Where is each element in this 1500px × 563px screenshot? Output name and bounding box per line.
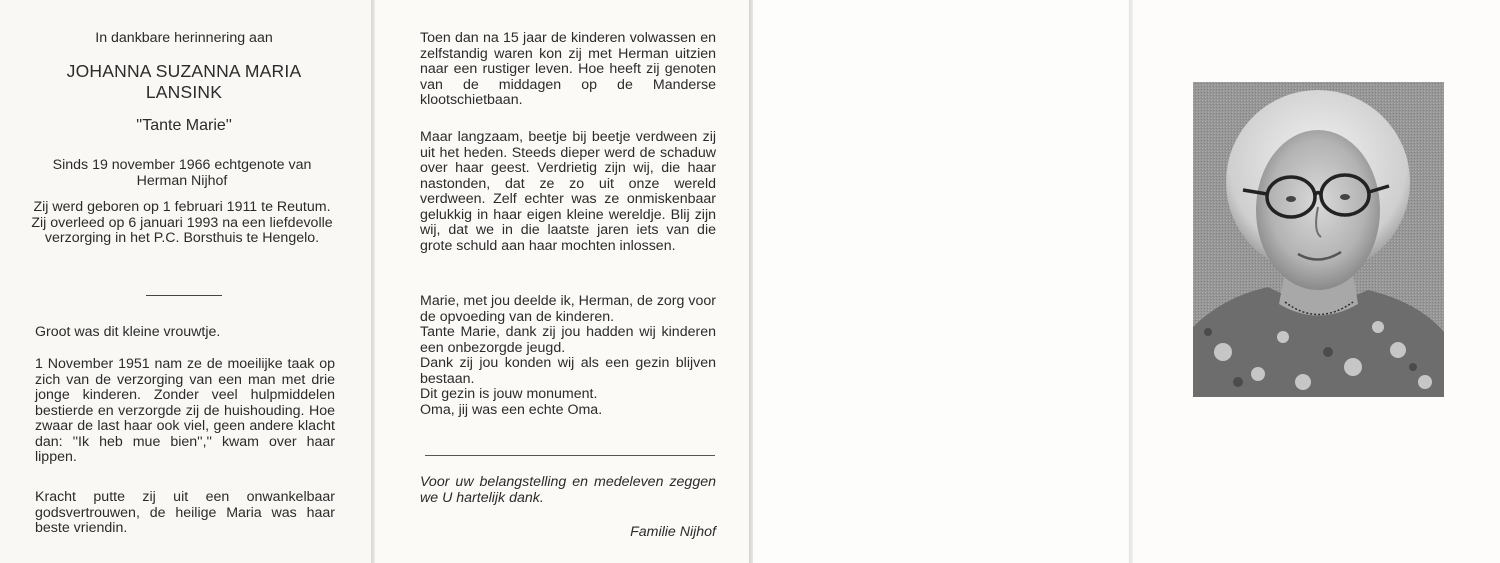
marriage-text: Sinds 19 november 1966 echtgenote van Herman Nijhof	[52, 157, 312, 189]
card-fold	[749, 0, 753, 563]
deceased-name-line1: JOHANNA SUZANNA MARIA	[66, 61, 302, 81]
deceased-name-line2: LANSINK	[145, 82, 223, 102]
divider-line	[425, 455, 715, 456]
tribute-line: Tante Marie, dank zij jou hadden wij kinderen een onbezorgde jeugd.	[420, 324, 716, 356]
faith-paragraph: Kracht putte zij uit een onwankelbaar godsvertrouwen, de heilige Maria was haar beste vriendin.	[35, 489, 335, 536]
tribute-line: Oma, jij was een echte Oma.	[420, 401, 603, 418]
family-signature: Familie Nijhof	[630, 524, 716, 540]
tribute-line: Marie, met jou deelde ik, Herman, de zorg voor de opvoeding van de kinderen.	[420, 293, 716, 325]
card-fold	[1129, 0, 1133, 563]
nickname: ''Tante Marie''	[136, 117, 232, 134]
card-fold	[371, 0, 375, 563]
small-woman-text: Groot was dit kleine vrouwtje.	[35, 324, 221, 340]
decline-paragraph: Maar langzaam, beetje bij beetje verdween zij uit het heden. Steeds dieper werd de schaduw over haar geest. Verdrietig zijn wij, die haar nastonden, dat ze zo uit onze wereld verdween. Zelf echter was ze onmiskenbaar gelukkig in haar eigen kleine wereldje. Blij zijn wij, dat we in die laatste jaren iets van die grote schuld aan haar mochten inlossen.	[420, 129, 716, 254]
birth-death-text: Zij werd geboren op 1 februari 1911 te Reutum. Zij overleed op 6 januari 1993 na een liefdevolle verzorging in het P.C. Borsthuis te Hengelo.	[31, 199, 333, 246]
divider-line	[146, 295, 222, 296]
later-life-paragraph: Toen dan na 15 jaar de kinderen volwassen en zelfstandig waren kon zij met Herman uitzien naar een rustiger leven. Hoe heeft zij genoten van de middagen op de Manderse klootschietbaan.	[420, 30, 716, 108]
portrait-photo	[1193, 82, 1444, 397]
thanks-text: Voor uw belangstelling en medeleven zeggen we U hartelijk dank.	[420, 474, 716, 506]
tribute-paragraph	[420, 294, 716, 418]
intro-text: In dankbare herinnering aan	[95, 30, 273, 46]
tribute-line: Dank zij jou konden wij als een gezin blijven bestaan.	[420, 355, 716, 387]
tribute-line: Dit gezin is jouw monument.	[420, 386, 598, 402]
portrait-image	[1193, 82, 1444, 397]
blank-card-panel	[752, 0, 1130, 563]
biography-paragraph: 1 November 1951 nam ze de moeilijke taak op zich van de verzorging van een man met drie jonge kinderen. Zonder veel hulpmiddelen bestierde en verzorgde zij de huishouding. Hoe zwaar de last haar ook viel, geen andere klacht dan: ''Ik heb mue bien'','' kwam over haar lippen.	[35, 356, 335, 465]
